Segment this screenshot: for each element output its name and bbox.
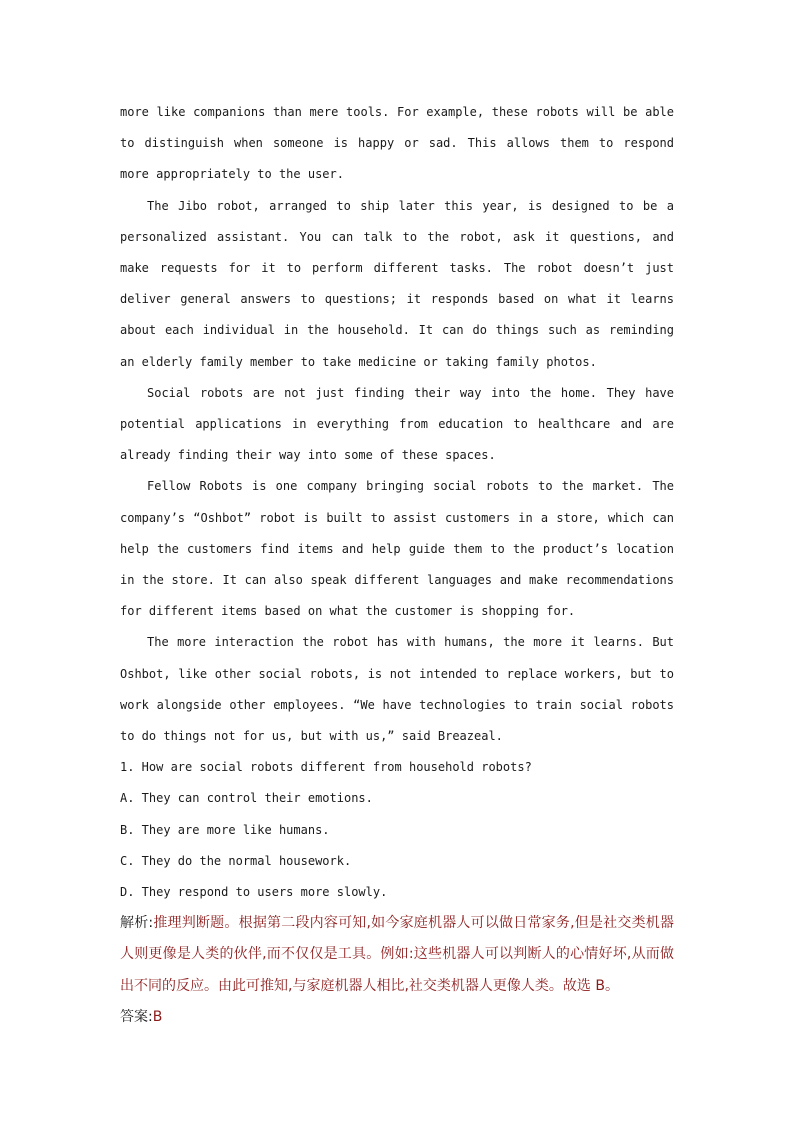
option-a: A. They can control their emotions. [120,791,373,806]
passage-paragraph-5: The more interaction the robot has with humans, the more it learns. But Oshbot, like other social robots, is not intended to replace workers, but to work alongside other employees. “We have technologies to train social robots to do things not for us, but with us,” said Breazeal. [120,635,674,744]
passage-paragraph-4: Fellow Robots is one company bringing social robots to the market. The company’s “Oshbot” robot is built to assist customers in a store, which can help the customers find items and help guide them to the product’s location in the store. It can also speak different languages and make recommendations for different items based on what the customer is shopping for. [120,479,674,619]
analysis-label: 解析: [120,915,154,932]
answer-block [120,1002,674,1033]
analysis-block [120,908,674,1002]
passage-paragraph-1: more like companions than mere tools. For example, these robots will be able to distinguish when someone is happy or sad. This allows them to respond more appropriately to the user. [120,105,674,182]
passage-paragraph-2: The Jibo robot, arranged to ship later this year, is designed to be a personalized assistant. You can talk to the robot, ask it questions, and make requests for it to perform different tasks. The robot doesn’t just deliver general answers to questions; it responds based on what it learns about each individual in the household. It can do things such as reminding an elderly family member to take medicine or taking family photos. [120,198,674,369]
question-stem: 1. How are social robots different from household robots? [120,760,532,775]
answer-value: B [152,1008,163,1025]
option-d: D. They respond to users more slowly. [120,885,388,900]
answer-label: 答案: [120,1008,153,1025]
passage-paragraph-3: Social robots are not just finding their way into the home. They have potential applications in everything from education to healthcare and are already finding their way into some of these spaces. [120,385,674,463]
option-b: B. They are more like humans. [120,822,330,837]
option-c: C. They do the normal housework. [120,853,352,868]
analysis-text: 推理判断题。根据第二段内容可知,如今家庭机器人可以做日常家务,但是社交类机器人则更像是人类的伙伴,而不仅仅是工具。例如:这些机器人可以判断人的心情好坏,从而做出不同的反应。由此可推知,与家庭机器人相比,社交类机器人更像人类。故选 B。 [120,915,674,994]
